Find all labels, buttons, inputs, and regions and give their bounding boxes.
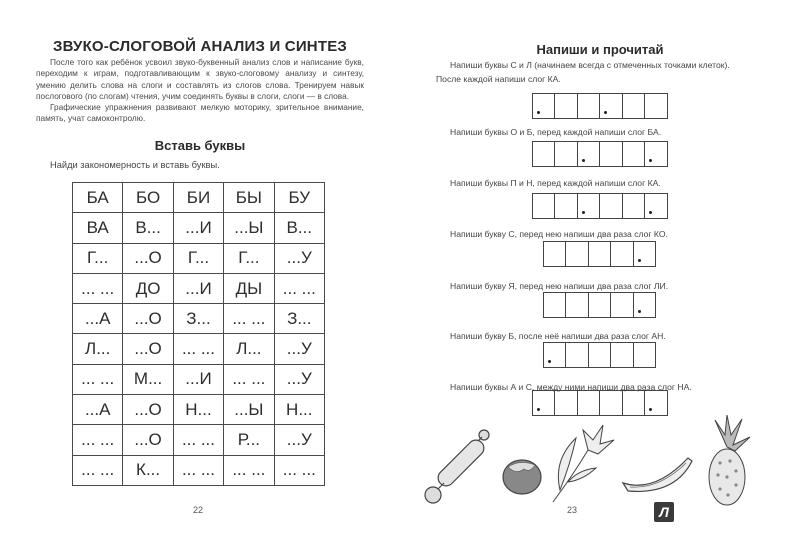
syllable-cell: З... [274,304,324,334]
intro-text [36,57,364,125]
grid-cell-start-dot[interactable] [533,94,556,118]
syllable-cell: ...У [274,243,324,273]
grid-cell[interactable] [611,343,634,367]
task-line-text: Напиши буквы А и С, между ними напиши два раза слог НА. [450,382,692,392]
syllable-cell: ... ... [173,334,223,364]
syllable-cell: З... [173,304,223,334]
task-instruction [436,329,786,343]
grid-cell[interactable] [555,94,578,118]
syllable-cell: ...Ы [224,395,274,425]
grid-cell[interactable] [544,293,567,317]
task-line-text: Напиши букву Я, перед нею напиши два раза слог ЛИ. [450,281,669,291]
grid-cell[interactable] [623,94,646,118]
table-row [73,395,325,425]
grid-cell-start-dot[interactable] [600,94,623,118]
grid-cell-start-dot[interactable] [533,391,556,415]
task-line-text: Напиши буквы П и Н, перед каждой напиши слог КА. [450,178,661,188]
syllable-cell: ... ... [73,425,123,455]
table-row [73,273,325,303]
syllable-cell: В... [274,213,324,243]
syllable-cell: ВА [73,213,123,243]
task-instruction [436,176,786,190]
syllable-cell: ... ... [73,273,123,303]
grid-cell[interactable] [544,242,567,266]
grid-cell-start-dot[interactable] [578,194,601,218]
grid-cell[interactable] [645,94,668,118]
syllable-cell: ... ... [224,455,274,485]
task-line-text: Напиши буквы О и Б, перед каждой напиши слог БА. [450,127,662,137]
table-row [73,455,325,485]
pineapple-picture [700,415,755,510]
syllable-cell: ... ... [274,273,324,303]
syllable-cell: К... [123,455,173,485]
syllable-table [72,182,325,486]
table-row [73,364,325,394]
rolling-pin-picture [422,425,497,510]
syllable-cell: ...О [123,304,173,334]
syllable-cell: БА [73,183,123,213]
grid-cell-start-dot[interactable] [645,142,668,166]
page-number: 22 [193,505,204,515]
grid-cell[interactable] [566,343,589,367]
syllable-cell: ...О [123,243,173,273]
right-page [400,0,800,535]
task-line-text: Напиши букву С, перед нею напиши два раза слог КО. [450,229,668,239]
syllable-cell: ...У [274,425,324,455]
lily-picture [548,420,618,505]
writing-grid [543,342,657,368]
grid-cell[interactable] [555,194,578,218]
task-instruction-line [436,176,786,190]
grid-cell[interactable] [611,293,634,317]
grid-cell-start-dot[interactable] [634,242,657,266]
syllable-cell: Г... [224,243,274,273]
syllable-cell: ...И [173,213,223,243]
grid-cell[interactable] [623,142,646,166]
table-row [73,334,325,364]
writing-grid [543,241,657,267]
task-instruction-line [436,58,786,72]
grid-cell[interactable] [589,293,612,317]
instruction-text: Найди закономерность и вставь буквы. [50,160,220,170]
syllable-cell: В... [123,213,173,243]
task-instruction-line [436,72,786,86]
intro-paragraph: Графические упражнения развивают мелкую моторику, зрительное внимание, память, учат самоконтролю. [36,102,364,124]
table-row [73,304,325,334]
intro-paragraph: После того как ребёнок усвоил звуко-буквенный анализ слов и написание букв, переходим к играм, подготавливающим к звуко-слоговому анализу и синтезу, умению делить слова на слоги и составлять из слогов слова. Тренируем навык послогового (по слогам) чтения, учим соединять буквы в слоги, слоги — в слова. [36,57,364,101]
task-line-text: Напиши буквы С и Л (начинаем всегда с отмеченных точками клеток). [450,60,730,70]
syllable-cell: ...О [123,425,173,455]
syllable-cell: БО [123,183,173,213]
grid-cell[interactable] [566,242,589,266]
syllable-cell: ...Ы [224,213,274,243]
syllable-cell: ... ... [73,455,123,485]
writing-grid [532,390,668,416]
task-instruction [436,227,786,241]
task-instruction [436,279,786,293]
syllable-cell: ДЫ [224,273,274,303]
syllable-cell: Л... [224,334,274,364]
syllable-cell: Л... [73,334,123,364]
grid-cell[interactable] [555,142,578,166]
section-title-write-and-read: Напиши и прочитай [536,42,664,57]
table-row [73,243,325,273]
syllable-cell: ДО [123,273,173,303]
grid-cell-start-dot[interactable] [544,343,567,367]
grid-cell[interactable] [566,293,589,317]
syllable-cell: Г... [73,243,123,273]
writing-grid [532,141,668,167]
grid-cell-start-dot[interactable] [645,194,668,218]
syllable-cell: ...О [123,395,173,425]
grid-cell[interactable] [589,242,612,266]
syllable-cell: ... ... [274,455,324,485]
grid-cell[interactable] [578,391,601,415]
syllable-cell: ...У [274,334,324,364]
grid-cell[interactable] [600,142,623,166]
writing-grid [532,193,668,219]
page-title: ЗВУКО-СЛОГОВОЙ АНАЛИЗ И СИНТЕЗ [52,38,348,55]
syllable-cell: БУ [274,183,324,213]
grid-cell[interactable] [578,94,601,118]
syllable-cell: Р... [224,425,274,455]
grid-cell[interactable] [589,343,612,367]
task-instruction-line [436,227,786,241]
publisher-logo: Л [654,502,674,522]
coconut-picture [500,455,545,500]
grid-cell[interactable] [600,194,623,218]
writing-grid [532,93,668,119]
syllable-cell: БИ [173,183,223,213]
syllable-cell: Н... [274,395,324,425]
table-row [73,213,325,243]
syllable-cell: ... ... [173,455,223,485]
banana-picture [620,453,695,498]
grid-cell[interactable] [600,391,623,415]
syllable-cell: ...У [274,364,324,394]
task-instruction-line [436,125,786,139]
grid-cell[interactable] [555,391,578,415]
task-line-text: После каждой напиши слог КА. [436,74,561,84]
syllable-cell: ... ... [224,304,274,334]
pictures-row [420,415,760,510]
grid-cell[interactable] [623,194,646,218]
grid-cell[interactable] [533,194,556,218]
writing-grid [543,292,657,318]
syllable-cell: ... ... [224,364,274,394]
syllable-cell: ... ... [173,425,223,455]
syllable-cell: ...И [173,273,223,303]
grid-cell-start-dot[interactable] [634,293,657,317]
task-instruction-line [436,329,786,343]
page-number: 23 [567,505,578,515]
task-instruction [436,58,786,86]
syllable-cell: ...А [73,304,123,334]
syllable-cell: Г... [173,243,223,273]
section-title-insert-letters: Вставь буквы [154,138,246,153]
syllable-cell: БЫ [224,183,274,213]
grid-cell-start-dot[interactable] [645,391,668,415]
syllable-cell: ...А [73,395,123,425]
table-row [73,183,325,213]
grid-cell[interactable] [623,391,646,415]
syllable-cell: ...И [173,364,223,394]
grid-cell[interactable] [634,343,657,367]
task-instruction [436,125,786,139]
table-row [73,425,325,455]
syllable-cell: М... [123,364,173,394]
grid-cell[interactable] [611,242,634,266]
syllable-cell: ... ... [73,364,123,394]
syllable-cell: Н... [173,395,223,425]
grid-cell-start-dot[interactable] [578,142,601,166]
task-line-text: Напиши букву Б, после неё напиши два раза слог АН. [450,331,666,341]
syllable-cell: ...О [123,334,173,364]
grid-cell[interactable] [533,142,556,166]
task-instruction-line [436,279,786,293]
